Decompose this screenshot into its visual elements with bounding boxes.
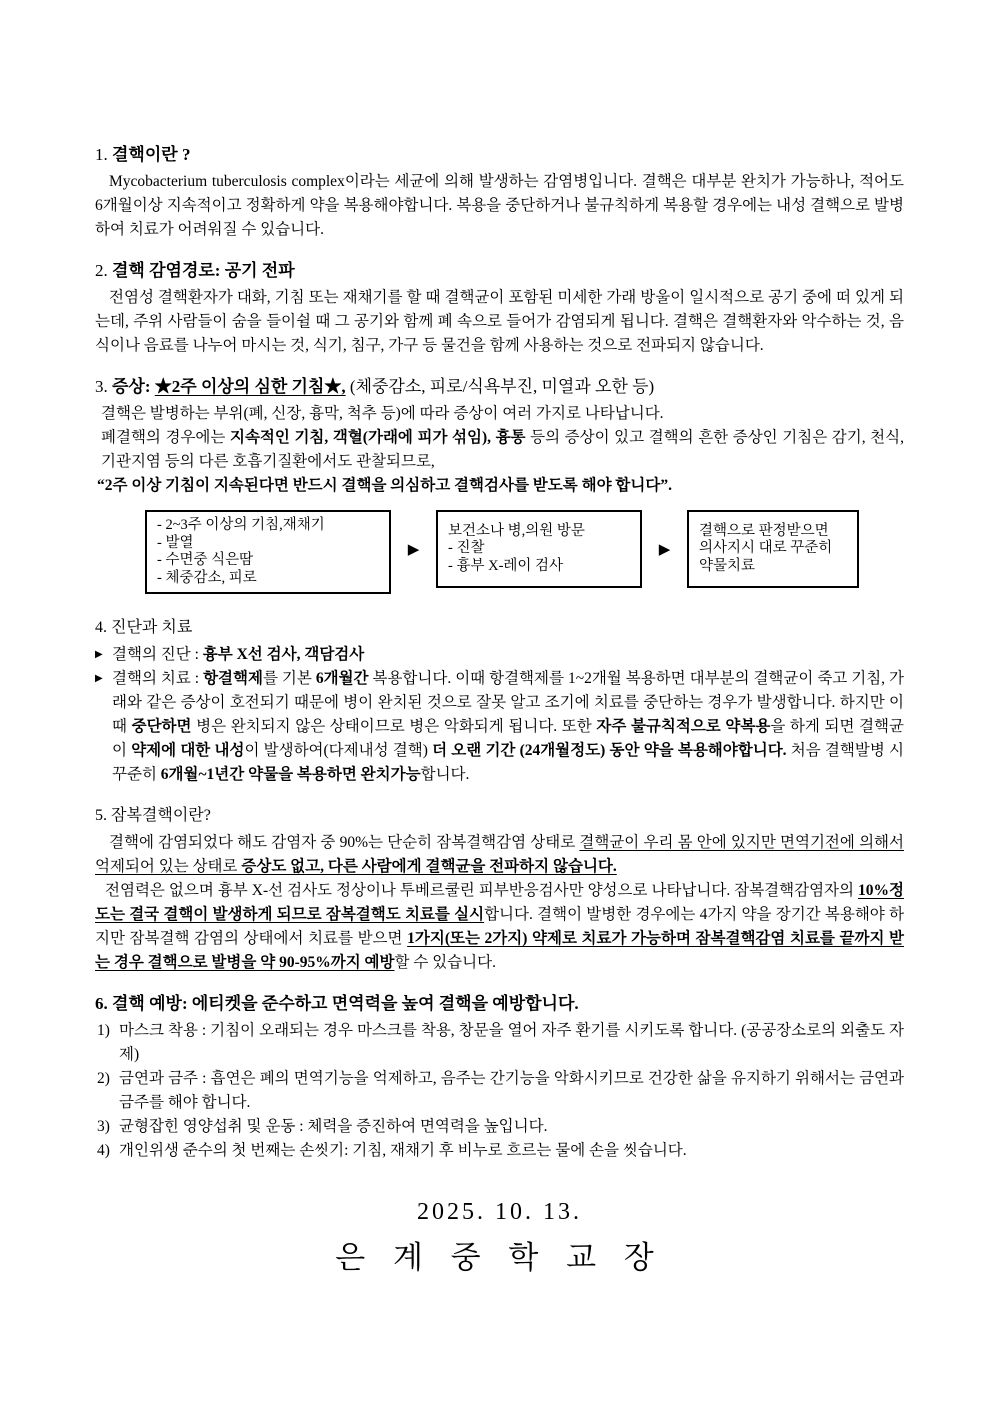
text-run: ★2주 이상의 심한 기침★, [154,377,346,396]
prevention-item-text: 마스크 착용 : 기침이 오래되는 경우 마스크를 착용, 창문을 열어 자주 환기를 시키도록 합니다. (공공장소로의 외출도 자제) [119,1022,904,1063]
section-symptoms [95,373,904,498]
diagnosis-bullet [95,643,904,667]
prevention-item-hand-washing [95,1139,904,1163]
prevention-item-text: 균형잡힌 영양섭취 및 운동 : 체력을 증진하여 면역력을 높입니다. [119,1118,548,1135]
section-1-paragraph [95,170,904,242]
text-run: 결핵은 발병하는 부위(폐, 신장, 흉막, 척추 등)에 따라 증상이 여러 가지로 나타납니다. [101,405,664,422]
item-number: 1) [97,1022,110,1039]
text-run: 5. 잠복결핵이란? [95,807,211,824]
section-3-quote [95,474,904,498]
section-5-heading [95,802,904,829]
text-run: 을 하게 되면 결핵균이 [112,718,904,759]
box-line: - 2~3주 이상의 기침,재채기 [157,517,325,533]
text-run: 결핵의 진단 : [112,646,203,663]
box-line: 의사지시 대로 꾸준히 [699,540,833,557]
text-run: Mycobacterium tuberculosis complex이라는 세균에 의해 발생하는 감염병입니다. 결핵은 대부분 완치가 가능하나, 적어도 6개월이상 지속적이고 정확하게 약을 복용해야합니다. 복용을 중단하거나 불규칙하게 복용할 경우에는 내성 결핵으로 발병하여 치료가 어려워질 수 있습니다. [95,173,904,238]
item-number: 4) [97,1142,110,1159]
text-run: 처음 결핵발병 시 꾸준히 [112,742,904,783]
text-run: 할 수 있습니다. [394,954,496,971]
section-latent-tb [95,802,904,975]
treatment-bullet-text [112,670,904,783]
section-2-paragraph [95,286,904,358]
issue-date: 2025. 10. 13. [417,1199,582,1225]
box-line: - 흉부 X-레이 검사 [448,557,564,574]
section-what-is-tb [95,141,904,242]
text-run: 합니다. 결핵이 발병한 경우에는 4가지 약을 장기간 복용해야 하지만 잠복결핵 감염의 상태에서 치료를 받으면 [95,906,904,947]
principal-signature: 은 계 중 학 교 장 [335,1240,664,1275]
text-run: 전염력은 없으며 흉부 X-선 검사도 정상이나 투베르쿨린 피부반응검사만 양성으로 나타납니다. 잠복결핵감염자의 [105,882,859,899]
section-infection-route [95,257,904,358]
text-run: 중단하면 [131,718,192,735]
section-3-line-1 [95,402,904,426]
text-run: 항결핵제 [203,670,263,687]
text-run: 결핵균이 우리 몸 안에 있지만 면역기전에 의해서 억제되어 있는 상태로 [95,834,904,875]
prevention-item-no-smoking-drinking [95,1067,904,1115]
prevention-item-nutrition-exercise [95,1115,904,1139]
triangle-bullet-icon: ▶ [95,649,103,660]
text-run: 6개월간 [315,670,369,687]
text-run: 등의 증상이 있고 결핵의 흔한 증상인 기침은 감기, 천식, 기관지염 등의 다른 호흡기질환에서도 관찰되므로, [101,429,904,470]
text-run: 더 오랜 기간 (24개월정도) 동안 약을 복용해야합니다. [432,742,787,759]
section-3-heading [95,373,904,400]
text-run: 전염성 결핵환자가 대화, 기침 또는 재채기를 할 때 결핵균이 포함된 미세한 가래 방울이 일시적으로 공기 중에 떠 있게 되는데, 주위 사람들이 숨을 들이쉴 때 그 공기와 함께 폐 속으로 들어가 감염되게 됩니다. 결핵은 결핵환자와 악수하는 것, 음식이나 음료를 나누어 마시는 것, 식기, 침구, 가구 등 물건을 함께 사용하는 것으로 전파되지 않습니다. [95,289,904,354]
box-line: 보건소나 병,의원 방문 [448,522,585,539]
text-run: 1가지(또는 2가지) 약제로 치료가 가능하며 잠복결핵감염 치료를 끝까지 받는 경우 결핵으로 발병을 약 90-95%까지 예방 [95,930,904,971]
item-number: 3) [97,1118,110,1135]
text-run: 결핵의 치료 : [112,670,204,687]
text-run: 6개월~1년간 약물을 복용하면 완치가능 [160,766,421,783]
text-run: 증상도 없고, 다른 사람에게 결핵균을 전파하지 않습니다. [241,858,617,875]
text-run: 병은 완치되지 않은 상태이므로 병은 악화되게 됩니다. 또한 [191,718,597,735]
text-run: 자주 불규칙적으로 약복용 [596,718,771,735]
section-3-line-2 [95,426,904,474]
box-line: - 체중감소, 피로 [157,569,257,586]
item-number: 2) [97,1070,110,1087]
treatment-bullet [95,667,904,787]
prevention-item-text: 개인위생 준수의 첫 번째는 손씻기: 기침, 재채기 후 비누로 흐르는 물에 손을 씻습니다. [119,1142,687,1159]
text-run: 2. [95,261,112,280]
text-run: 합니다. [420,766,470,783]
box-line: - 수면중 식은땀 [157,552,254,568]
triangle-bullet-icon: ▶ [95,673,103,684]
prevention-item-mask [95,1019,904,1067]
arrow-right-icon: ▶ [407,540,420,558]
text-run: 1. [95,145,112,164]
prevention-item-text: 금연과 금주 : 흡연은 폐의 면역기능을 억제하고, 음주는 간기능을 악화시키므로 건강한 삶을 유지하기 위해서는 금연과 금주를 해야 합니다. [119,1070,904,1111]
text-run: 4. 진단과 치료 [95,619,193,636]
arrow-right-icon: ▶ [658,540,671,558]
text-run: 결핵에 감염되었다 해도 감염자 중 90%는 단순히 잠복결핵감염 상태로 [109,834,580,851]
text-run: 복용합니다. 이때 항결핵제를 1~2개월 복용하면 대부분의 결핵균이 죽고 기침, 가래와 같은 증상이 호전되기 때문에 병이 완치된 것으로 잘못 알고 조기에 치료를 중단하는 경우가 발생합니다. 하지만 이때 [112,670,904,735]
text-run: 증상: [112,377,155,396]
text-run: 3. [95,377,112,396]
diagnosis-bullet-text [112,646,364,663]
text-run: 약제에 대한 내성 [131,742,245,759]
section-5-paragraph-2 [95,879,904,975]
text-run: 6. 결핵 예방: 에티켓을 준수하고 면역력을 높여 결핵을 예방합니다. [95,994,579,1013]
text-run: 지속적인 기침, 객혈(가래에 피가 섞임), 흉통 [229,429,526,446]
box-line: - 발열 [157,534,194,551]
tb-check-flow-diagram [145,510,904,594]
section-5-paragraph-1 [95,831,904,879]
section-4-heading [95,614,904,641]
text-run: 흉부 X선 검사, 객담검사 [202,646,365,663]
section-2-heading [95,257,904,284]
flow-box-medication [687,510,859,588]
box-line: - 진찰 [448,540,485,557]
section-prevention [95,990,904,1163]
flow-box-clinic-visit [436,510,642,588]
box-line: 약물치료 [699,557,756,574]
text-run: 폐결핵의 경우에는 [101,429,230,446]
box-line: 결핵으로 판정받으면 [699,522,829,539]
text-run: 결핵이란 ? [112,145,191,164]
section-diagnosis-treatment [95,614,904,787]
text-run: 를 기본 [262,670,316,687]
text-run: 이 발생하여(다제내성 결핵) [244,742,433,759]
text-run: 10%정도는 결국 결핵이 발생하게 되므로 잠복결핵도 치료를 실시 [95,882,904,923]
text-run: 결핵 감염경로: 공기 전파 [112,261,295,280]
text-run: “2주 이상 기침이 지속된다면 반드시 결핵을 의심하고 결핵검사를 받도록 해야 합니다”. [97,477,672,494]
section-1-heading [95,141,904,168]
flow-box-symptoms [145,510,391,594]
section-6-heading [95,990,904,1017]
text-run: (체중감소, 피로/식욕부진, 미열과 오한 등) [345,377,655,396]
